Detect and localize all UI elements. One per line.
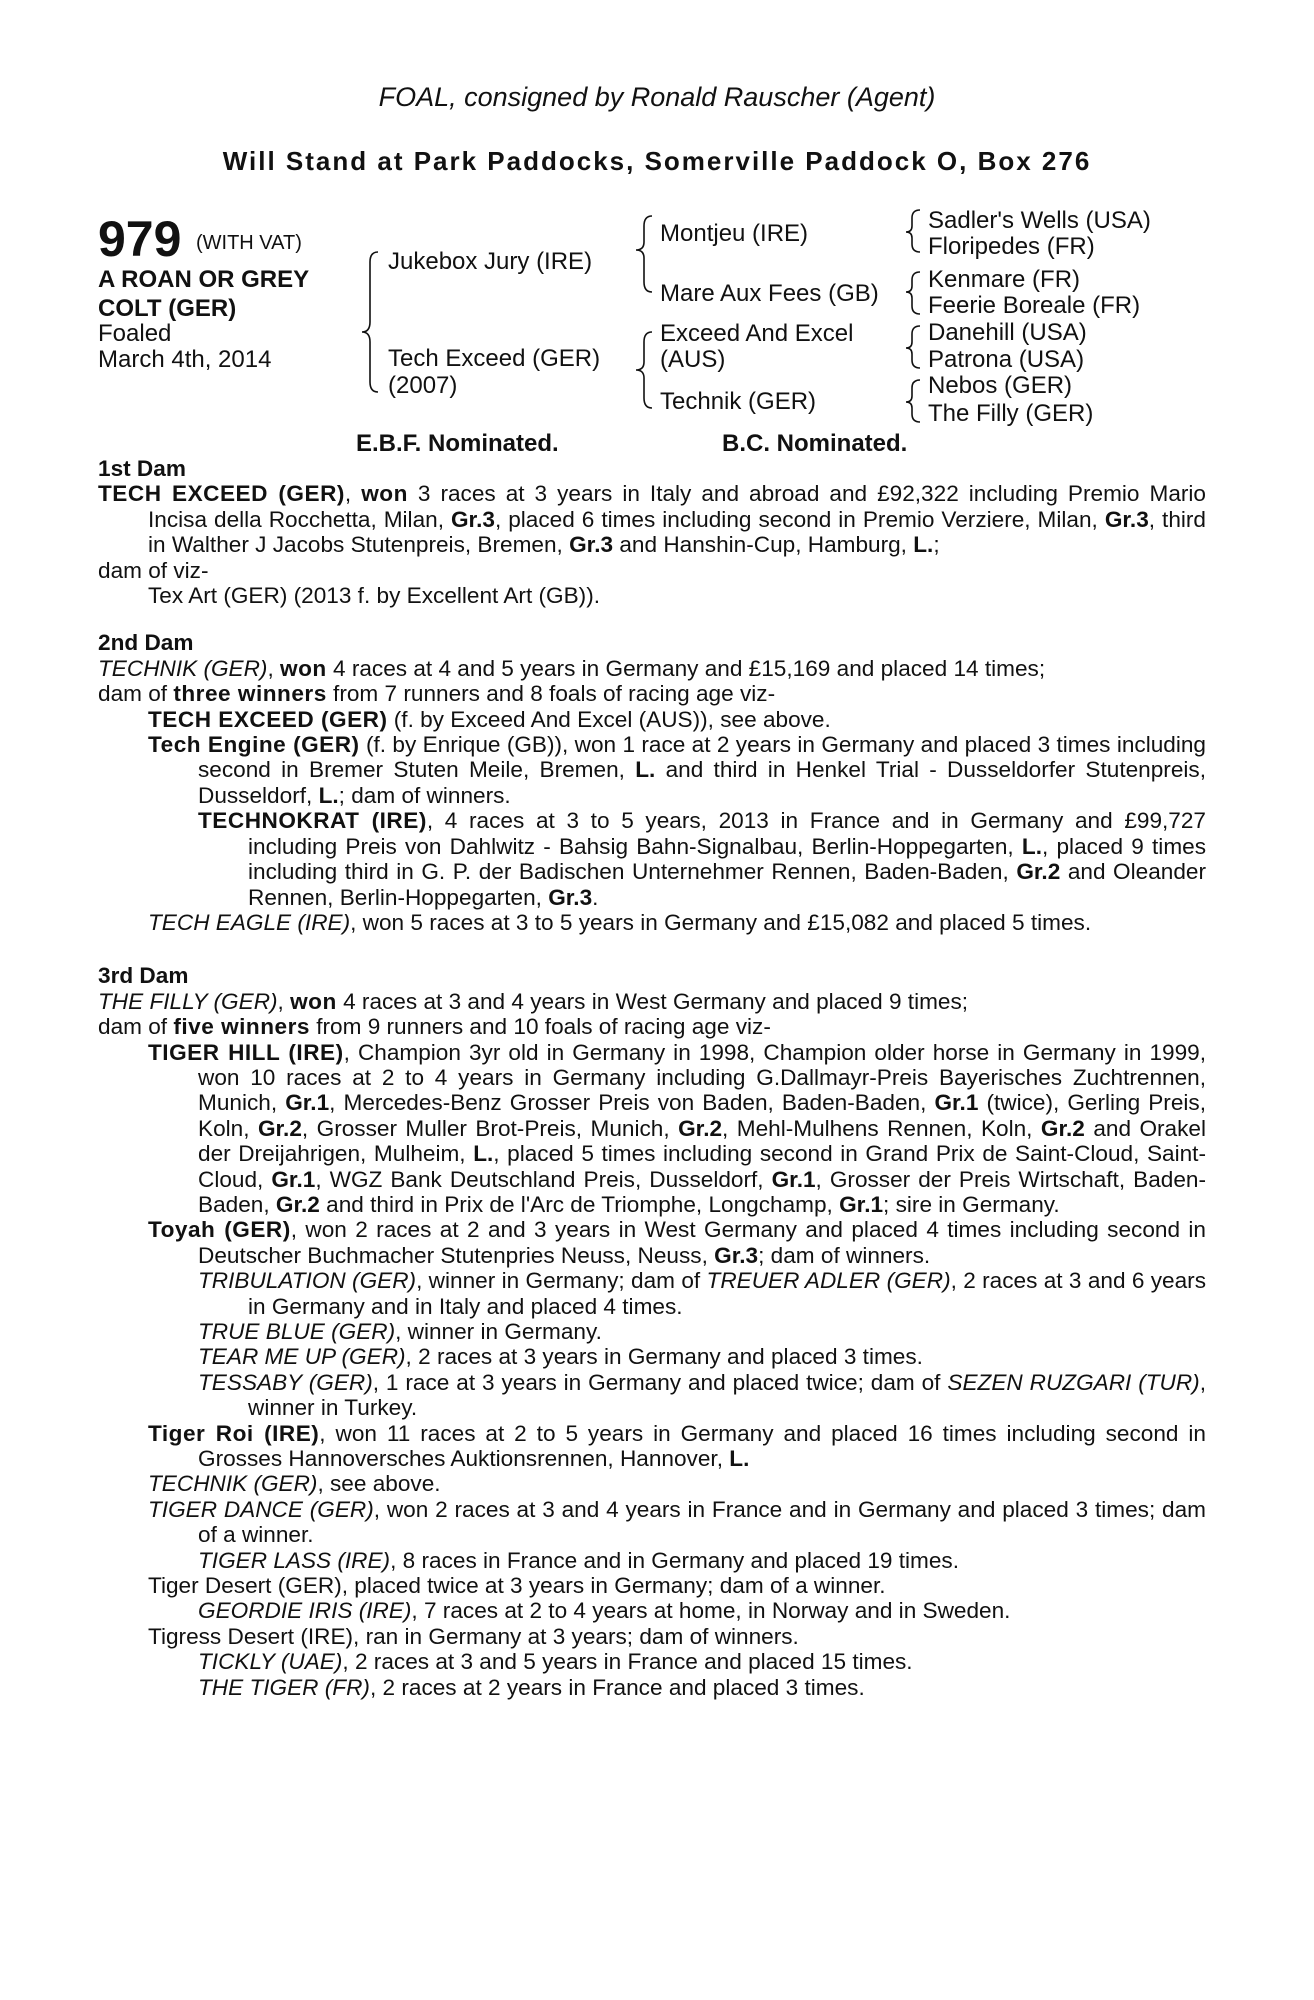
progeny-entry: THE TIGER (FR), 2 races at 2 years in France and placed 3 times.	[198, 1674, 865, 1700]
sire-sire-dam: Floripedes (FR)	[928, 233, 1095, 260]
first-dam-progeny-intro: dam of viz-	[98, 557, 209, 583]
dam-sire-line1: Exceed And Excel	[660, 320, 854, 347]
gen3-brace-3	[906, 326, 920, 368]
lot-description-line1: A ROAN OR GREY	[98, 266, 310, 293]
progeny-entry: TRIBULATION (GER), winner in Germany; dam of TREUER ADLER (GER), 2 races at 3 and 6 years in Germany and in Italy and placed 4 times.	[198, 1268, 1207, 1319]
progeny-entry: Tech Engine (GER) (f. by Enrique (GB)), won 1 race at 2 years in Germany and placed 3 times including second in Bremer Stuten Meile, Bremen, L. and third in Henkel Trial - Dusseldorfer Stutenpreis, Dusseldorf, L.; dam of winners.	[148, 732, 1206, 808]
sire-dam-brace	[362, 252, 378, 392]
gen3-brace-4	[906, 380, 920, 422]
progeny-entry: TECHNIK (GER), see above.	[148, 1471, 441, 1497]
foaled-label: Foaled	[98, 320, 172, 347]
dam-line-brace	[636, 332, 652, 408]
dam-year: (2007)	[388, 372, 458, 399]
first-dam-entry: TECH EXCEED (GER), won 3 races at 3 years in Italy and abroad and £92,322 including Premio Mario Incisa della Rocchetta, Milan, Gr.3, placed 6 times including second in Premio Verziere, Milan, Gr.3, third in Walther J Jacobs Stutenpreis, Bremen, Gr.3 and Hanshin-Cup, Hamburg, L.;	[98, 481, 1206, 558]
sire-line-brace	[636, 216, 652, 292]
dam-dam: Technik (GER)	[660, 388, 817, 415]
second-dam-progeny-intro: dam of three winners from 7 runners and 8 foals of racing age viz-	[98, 681, 776, 707]
consignor-line: FOAL, consigned by Ronald Rauscher (Agent)	[378, 82, 936, 112]
progeny-entry: TECH EXCEED (GER) (f. by Exceed And Excel (AUS)), see above.	[148, 706, 831, 732]
progeny-entry: TESSABY (GER), 1 race at 3 years in Germany and placed twice; dam of SEZEN RUZGARI (TUR), winner in Turkey.	[198, 1369, 1206, 1421]
progeny-entry: TIGER DANCE (GER), won 2 races at 3 and 4 years in France and in Germany and placed 3 times; dam of a winner.	[148, 1496, 1206, 1548]
progeny-entry: Tiger Roi (IRE), won 11 races at 2 to 5 years in Germany and placed 16 times including second in Grosses Hannoversches Auktionsrennen, Hannover, L.	[148, 1420, 1207, 1472]
first-dam-heading: 1st Dam	[98, 456, 186, 481]
gen3-brace-2	[906, 272, 920, 314]
catalogue-body	[98, 456, 1206, 1700]
dam-dam-sire: Nebos (GER)	[928, 372, 1073, 399]
lot-number: 979	[98, 211, 182, 267]
gen3-brace-1	[906, 210, 920, 252]
dam: Tech Exceed (GER)	[388, 345, 601, 372]
progeny-entry: TICKLY (UAE), 2 races at 3 and 5 years in France and placed 15 times.	[198, 1649, 913, 1675]
vat-note: (WITH VAT)	[196, 232, 302, 254]
progeny-entry: Toyah (GER), won 2 races at 2 and 3 years in West Germany and placed 4 times including second in Deutscher Buchmacher Stutenpries Neuss, Neuss, Gr.3; dam of winners.	[148, 1217, 1206, 1268]
stand-location: Will Stand at Park Paddocks, Somerville Paddock O, Box 276	[222, 146, 1092, 176]
progeny-entry: TIGER LASS (IRE), 8 races in France and in Germany and placed 19 times.	[198, 1547, 959, 1573]
dam-sire-sire: Danehill (USA)	[928, 319, 1087, 346]
sire-dam-sire: Kenmare (FR)	[928, 266, 1081, 293]
second-dam-heading: 2nd Dam	[98, 630, 194, 656]
foaled-date: March 4th, 2014	[98, 346, 272, 373]
dam-dam-dam: The Filly (GER)	[928, 400, 1094, 427]
progeny-entry: GEORDIE IRIS (IRE), 7 races at 2 to 4 years at home, in Norway and in Sweden.	[198, 1598, 1011, 1624]
sire-dam-dam: Feerie Boreale (FR)	[928, 292, 1141, 319]
second-dam-entry: TECHNIK (GER), won 4 races at 4 and 5 years in Germany and £15,169 and placed 14 times;	[98, 655, 1046, 681]
ebf-nominated: E.B.F. Nominated.	[356, 430, 559, 457]
sire: Jukebox Jury (IRE)	[388, 248, 593, 275]
progeny-entry: TECHNOKRAT (IRE), 4 races at 3 to 5 years, 2013 in France and in Germany and £99,727 including Preis von Dahlwitz - Bahsig Bahn-Signalbau, Berlin-Hoppegarten, L., placed 9 times including third in G. P. der Badischen Unternehmer Rennen, Baden-Baden, Gr.2 and Oleander Rennen, Berlin-Hoppegarten, Gr.3.	[198, 808, 1207, 910]
progeny-entry: Tiger Desert (GER), placed twice at 3 years in Germany; dam of a winner.	[148, 1573, 886, 1599]
third-dam-progeny-intro: dam of five winners from 9 runners and 10 foals of racing age viz-	[98, 1014, 771, 1040]
bc-nominated: B.C. Nominated.	[722, 430, 908, 457]
dam-sire-dam: Patrona (USA)	[928, 346, 1085, 373]
progeny-entry: TRUE BLUE (GER), winner in Germany.	[198, 1319, 602, 1344]
lot-description-line2: COLT (GER)	[98, 295, 237, 322]
progeny-entry: TEAR ME UP (GER), 2 races at 3 years in Germany and placed 3 times.	[198, 1344, 923, 1370]
dam-sire-line2: (AUS)	[660, 346, 726, 373]
progeny-entry: TIGER HILL (IRE), Champion 3yr old in Germany in 1998, Champion older horse in Germany in 1999, won 10 races at 2 to 4 years in Germany including G.Dallmayr-Preis Bayerisches Zuchtrennen, Munich, Gr.1, Mercedes-Benz Grosser Preis von Baden, Baden-Baden, Gr.1 (twice), Gerling Preis, Koln, Gr.2, Grosser Muller Brot-Preis, Munich, Gr.2, Mehl-Mulhens Rennen, Koln, Gr.2 and Orakel der Dreijahrigen, Mulheim, L., placed 5 times including second in Grand Prix de Saint-Cloud, Saint-Cloud, Gr.1, WGZ Bank Deutschland Preis, Dusseldorf, Gr.1, Grosser der Preis Wirtschaft, Baden-Baden, Gr.2 and third in Prix de l'Arc de Triomphe, Longchamp, Gr.1; sire in Germany.	[148, 1039, 1206, 1217]
first-dam-progeny: Tex Art (GER) (2013 f. by Excellent Art (GB)).	[148, 583, 601, 609]
horse-name: TECH EXCEED (GER)	[98, 481, 345, 507]
sire-sire: Montjeu (IRE)	[660, 220, 809, 247]
sire-sire-sire: Sadler's Wells (USA)	[928, 207, 1151, 234]
progeny-entry: TECH EAGLE (IRE), won 5 races at 3 to 5 years in Germany and £15,082 and placed 5 times.	[148, 909, 1092, 935]
third-dam-heading: 3rd Dam	[98, 963, 189, 989]
progeny-entry: Tigress Desert (IRE), ran in Germany at 3 years; dam of winners.	[148, 1623, 799, 1649]
sire-dam: Mare Aux Fees (GB)	[660, 280, 879, 307]
third-dam-entry: THE FILLY (GER), won 4 races at 3 and 4 years in West Germany and placed 9 times;	[98, 988, 969, 1014]
